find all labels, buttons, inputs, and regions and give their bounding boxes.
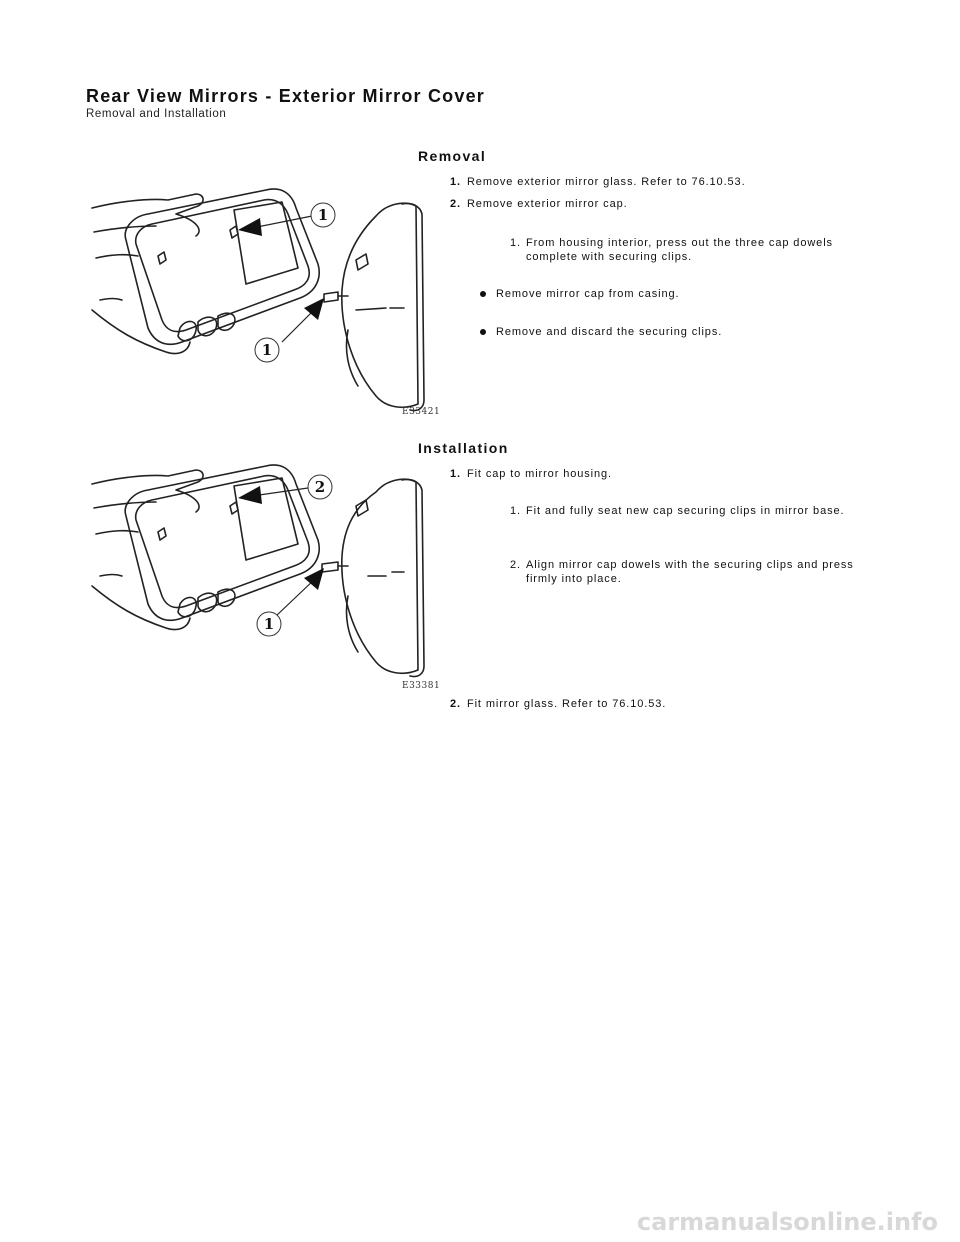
removal-substep-1: 1. From housing interior, press out the three cap dowels complete with securing clips. bbox=[510, 237, 833, 263]
callout-1-lower bbox=[255, 338, 279, 362]
removal-step-1: 1. Remove exterior mirror glass. Refer to 76.10.53. bbox=[450, 176, 746, 188]
installation-step-1: 1. Fit cap to mirror housing. bbox=[450, 468, 613, 480]
callout-2 bbox=[308, 475, 332, 499]
removal-figure bbox=[86, 180, 456, 420]
page-subtitle: Removal and Installation bbox=[86, 108, 227, 120]
installation-substep-1: 1. Fit and fully seat new cap securing clips in mirror base. bbox=[510, 505, 845, 517]
removal-step-2: 2. Remove exterior mirror cap. bbox=[450, 198, 628, 210]
installation-substep-2: 2. Align mirror cap dowels with the securing clips and press firmly into place. bbox=[510, 559, 854, 585]
removal-bullet-1: Remove mirror cap from casing. bbox=[480, 288, 680, 300]
removal-bullet-2: Remove and discard the securing clips. bbox=[480, 326, 722, 338]
svg-text:1: 1 bbox=[317, 206, 329, 224]
svg-text:1: 1 bbox=[261, 341, 273, 359]
removal-heading: Removal bbox=[418, 148, 487, 164]
installation-figure-code: E33381 bbox=[402, 681, 441, 691]
removal-arrow-lower bbox=[282, 298, 324, 342]
svg-text:2: 2 bbox=[314, 478, 326, 496]
installation-step-2: 2. Fit mirror glass. Refer to 76.10.53. bbox=[450, 698, 667, 710]
watermark bbox=[540, 1206, 940, 1236]
installation-arrow-lower bbox=[276, 568, 324, 616]
installation-heading: Installation bbox=[418, 440, 509, 456]
svg-text:carmanualsonline.info: carmanualsonline.info bbox=[636, 1208, 938, 1236]
installation-figure bbox=[86, 456, 456, 696]
bullet-icon bbox=[480, 291, 486, 297]
bullet-icon bbox=[480, 329, 486, 335]
callout-1 bbox=[257, 612, 281, 636]
callout-1-upper bbox=[311, 203, 335, 227]
svg-text:1: 1 bbox=[263, 615, 275, 633]
removal-figure-code: E33421 bbox=[402, 407, 441, 417]
page-title: Rear View Mirrors - Exterior Mirror Cover bbox=[86, 86, 485, 106]
